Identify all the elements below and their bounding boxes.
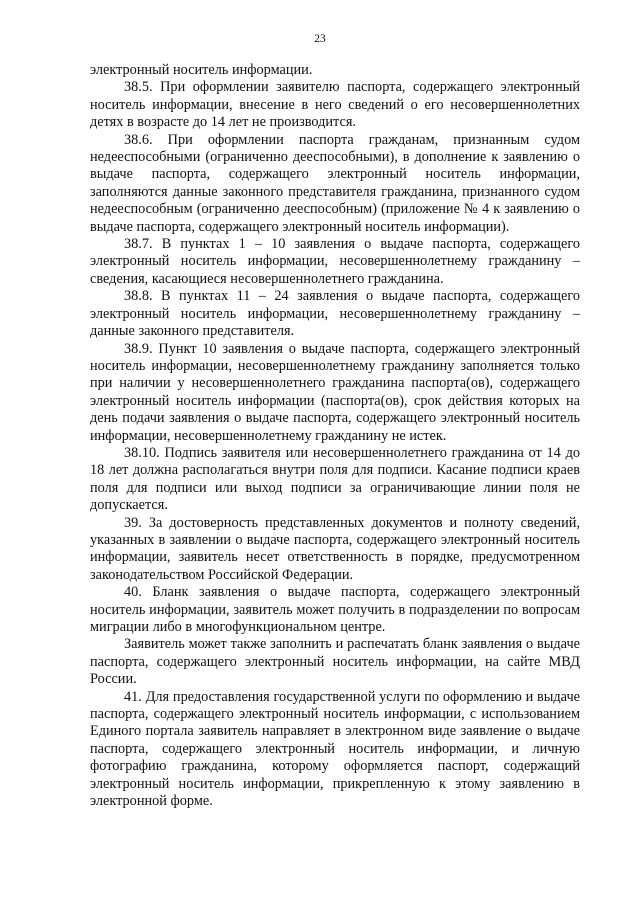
paragraph-38-7: 38.7. В пунктах 1 – 10 заявления о выдаче паспорта, содержащего электронный носитель информации, несовершеннолетнему гражданину – сведения, касающиеся несовершеннолетнего гражданина. xyxy=(90,236,580,287)
paragraph-38-10: 38.10. Подпись заявителя или несовершеннолетнего гражданина от 14 до 18 лет должна располагаться внутри поля для подписи. Касание подписи краев поля для подписи или выход подписи за ограничивающие линии поля не допускается. xyxy=(90,444,580,514)
paragraph-41: 41. Для предоставления государственной услуги по оформлению и выдаче паспорта, содержащего электронный носитель информации, с использованием Единого портала заявитель направляет в электронном виде заявление о выдаче паспорта, содержащего электронный носитель информации, и личную фотографию гражданина, которому оформляется паспорт, содержащий электронный носитель информации, прикрепленную к этому заявлению в электронной форме. xyxy=(90,688,580,810)
paragraph-40: 40. Бланк заявления о выдаче паспорта, содержащего электронный носитель информации, заявитель может получить в подразделении по вопросам миграции либо в многофункциональном центре. xyxy=(90,584,580,635)
paragraph-39: 39. За достоверность представленных документов и полноту сведений, указанных в заявлении о выдаче паспорта, содержащего электронный носитель информации, заявитель несет ответственность в порядке, предусмотренном законодательством Российской Федерации. xyxy=(90,514,580,583)
paragraph-38-5: 38.5. При оформлении заявителю паспорта, содержащего электронный носитель информации, внесение в него сведений о его несовершеннолетних детях в возрасте до 14 лет не производится. xyxy=(90,79,580,131)
paragraph-38-8: 38.8. В пунктах 11 – 24 заявления о выдаче паспорта, содержащего электронный носитель информации, несовершеннолетнему гражданину – данные законного представителя. xyxy=(90,288,580,340)
paragraph-38-9: 38.9. Пункт 10 заявления о выдаче паспорта, содержащего электронный носитель информации, несовершеннолетнему гражданину заполняется только при наличии у несовершеннолетнего гражданина паспорта(ов), содержащего электронный носитель информации (паспорта(ов), срок действия которых на день подачи заявления о выдаче паспорта, содержащего электронный носитель информации, несовершеннолетнему гражданину не истек. xyxy=(90,340,580,444)
page-number: 23 xyxy=(314,33,326,45)
paragraph-40-continued: Заявитель может также заполнить и распечатать бланк заявления о выдаче паспорта, содержащего электронный носитель информации, на сайте МВД России. xyxy=(90,636,580,688)
paragraph-continuation: электронный носитель информации. xyxy=(90,62,313,78)
document-body xyxy=(90,62,580,810)
paragraph-38-6: 38.6. При оформлении паспорта гражданам, признанным судом недееспособными (ограниченно дееспособными), в дополнение к заявлению о выдаче паспорта, содержащего электронный носитель информации, заполняются данные законного представителя гражданина, признанного судом недееспособным (ограниченно дееспособным) (приложение № 4 к заявлению о выдаче паспорта, содержащего электронный носитель информации). xyxy=(90,131,580,235)
